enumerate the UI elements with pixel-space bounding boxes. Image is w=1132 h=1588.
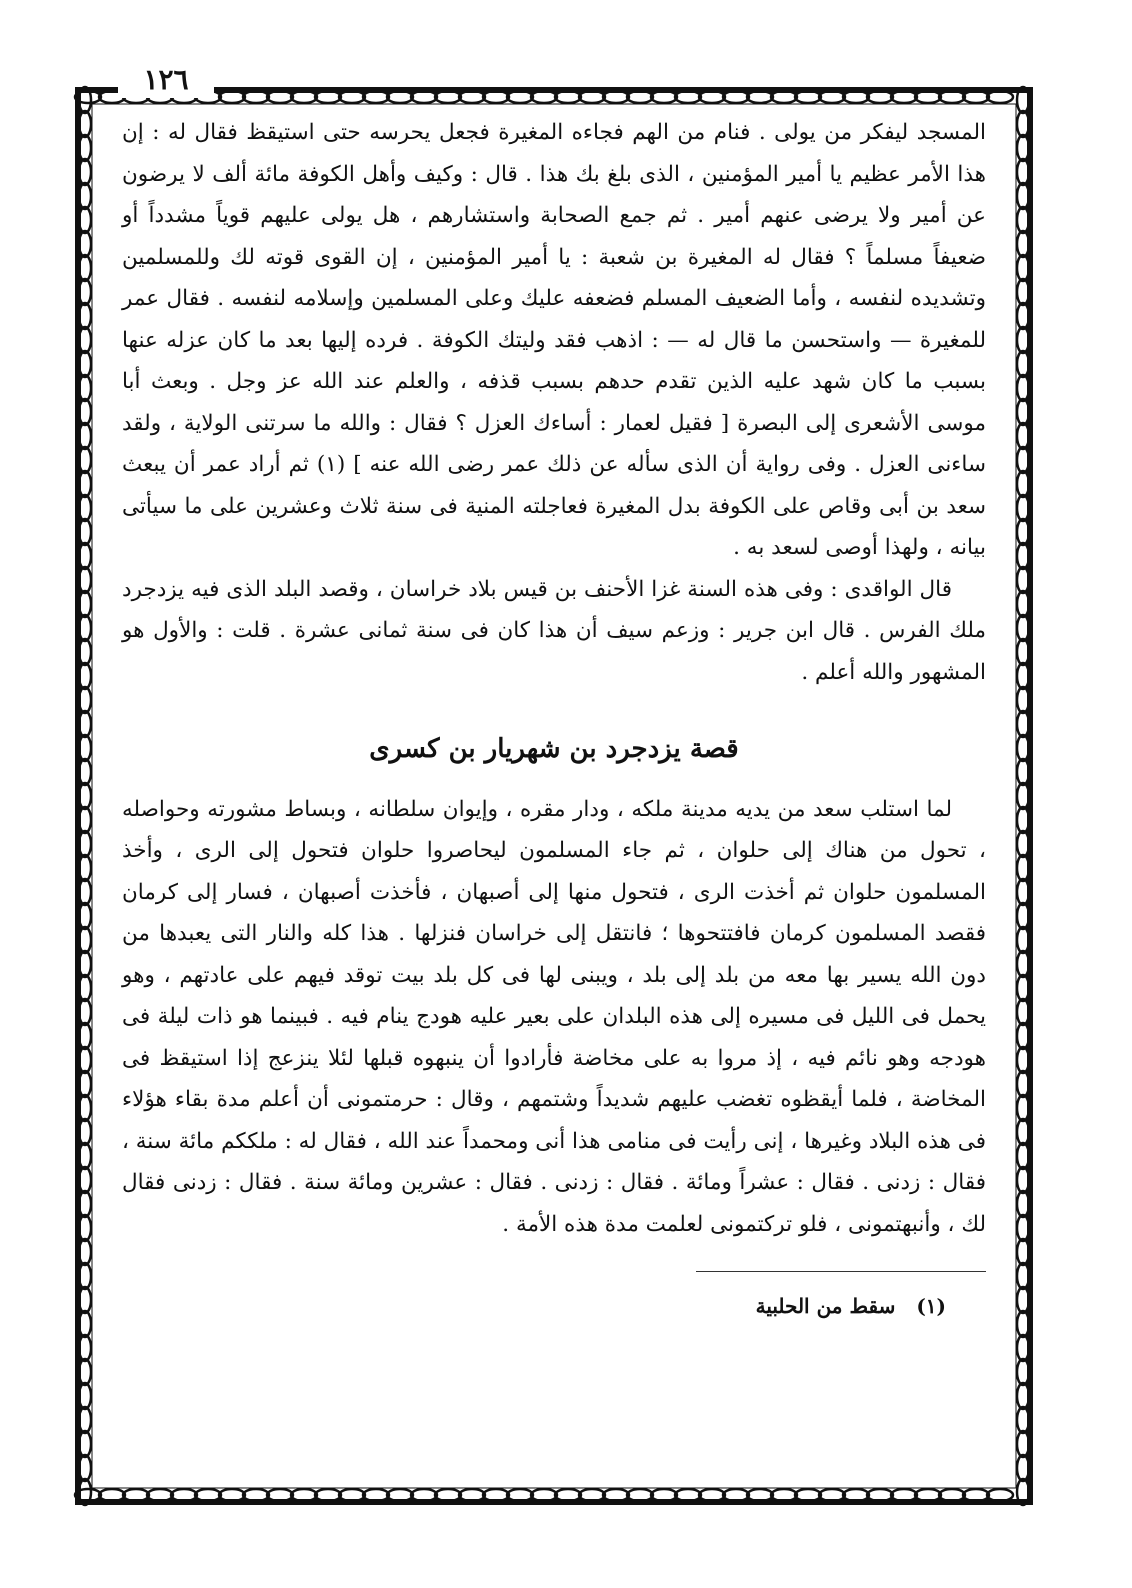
paragraph-2: قال الواقدى : وفى هذه السنة غزا الأحنف بن قيس بلاد خراسان ، وقصد البلد الذى فيه يزدجرد ملك الفرس . قال ابن جرير : وزعم سيف أن هذا كان فى سنة ثمانى عشرة . قلت : والأول هو المشهور والله أعلم . [122,576,986,685]
footnote-marker: (١) [916,1294,946,1318]
page-number: ١٢٦ [118,62,214,98]
footnote [122,1286,946,1328]
page-body [122,112,986,1328]
paragraph-3: لما استلب سعد من يديه مدينة ملكه ، ودار مقره ، وإيوان سلطانه ، وبساط مشورته وحواصله ، تحول من هناك إلى حلوان ، ثم جاء المسلمون ليحاصروا حلوان فتحول إلى الرى ، وأخذ المسلمون حلوان ثم أخذت الرى ، فتحول منها إلى أصبهان ، فأخذت أصبهان ، فسار إلى كرمان فقصد المسلمون كرمان فافتتحوها ؛ فانتقل إلى خراسان فنزلها . هذا كله والنار التى يعبدها من دون الله يسير بها معه من بلد إلى بلد ، ويبنى لها فى كل بلد بيت توقد فيهم على عادتهم ، وهو يحمل فى الليل فى مسيره إلى هذه البلدان على بعير عليه هودج ينام فيه . فبينما هو ذات ليلة فى هودجه وهو نائم فيه ، إذ مروا به على مخاضة فأرادوا أن ينبهوه قبلها لئلا ينزعج إذا استيقظ فى المخاضة ، فلما أيقظوه تغضب عليهم شديداً وشتمهم ، وقال : حرمتمونى أن أعلم مدة بقاء هؤلاء فى هذه البلاد وغيرها ، إنى رأيت فى منامى هذا أنى ومحمداً عند الله ، فقال له : ملككم مائة سنة ، فقال : زدنى . فقال : عشراً ومائة . فقال : زدنى . فقال : عشرين ومائة سنة . فقال : زدنى فقال لك ، وأنبهتمونى ، فلو تركتمونى لعلمت مدة هذه الأمة . [122,796,986,1237]
footnote-text: سقط من الحلبية [755,1294,896,1318]
footnote-separator [696,1271,986,1272]
section-heading: قصة يزدجرد بن شهريار بن كسرى [369,734,739,764]
paragraph-1: المسجد ليفكر من يولى . فنام من الهم فجاءه المغيرة فجعل يحرسه حتى استيقظ فقال له : إن هذا الأمر عظيم يا أمير المؤمنين ، الذى بلغ بك هذا . قال : وكيف وأهل الكوفة مائة ألف لا يرضون عن أمير ولا يرضى عنهم أمير . ثم جمع الصحابة واستشارهم ، هل يولى عليهم قوياً مشدداً أو ضعيفاً مسلماً ؟ فقال له المغيرة بن شعبة : يا أمير المؤمنين ، إن القوى قوته لك وللمسلمين وتشديده لنفسه ، وأما الضعيف المسلم فضعفه عليك وعلى المسلمين وإسلامه لنفسه . فقال عمر للمغيرة — واستحسن ما قال له — : اذهب فقد وليتك الكوفة . فرده إليها بعد ما كان عزله عنها بسبب ما كان شهد عليه الذين تقدم حدهم بسبب قذفه ، والعلم عند الله عز وجل . وبعث أبا موسى الأشعرى إلى البصرة [ فقيل لعمار : أساءك العزل ؟ فقال : والله ما سرتنى الولاية ، ولقد ساءنى العزل . وفى رواية أن الذى سأله عن ذلك عمر رضى الله عنه ] (١) ثم أراد عمر أن يبعث سعد بن أبى وقاص على الكوفة بدل المغيرة فعاجلته المنية فى سنة ثلاث وعشرين على ما سيأتى بيانه ، ولهذا أوصى لسعد به . [122,120,986,560]
